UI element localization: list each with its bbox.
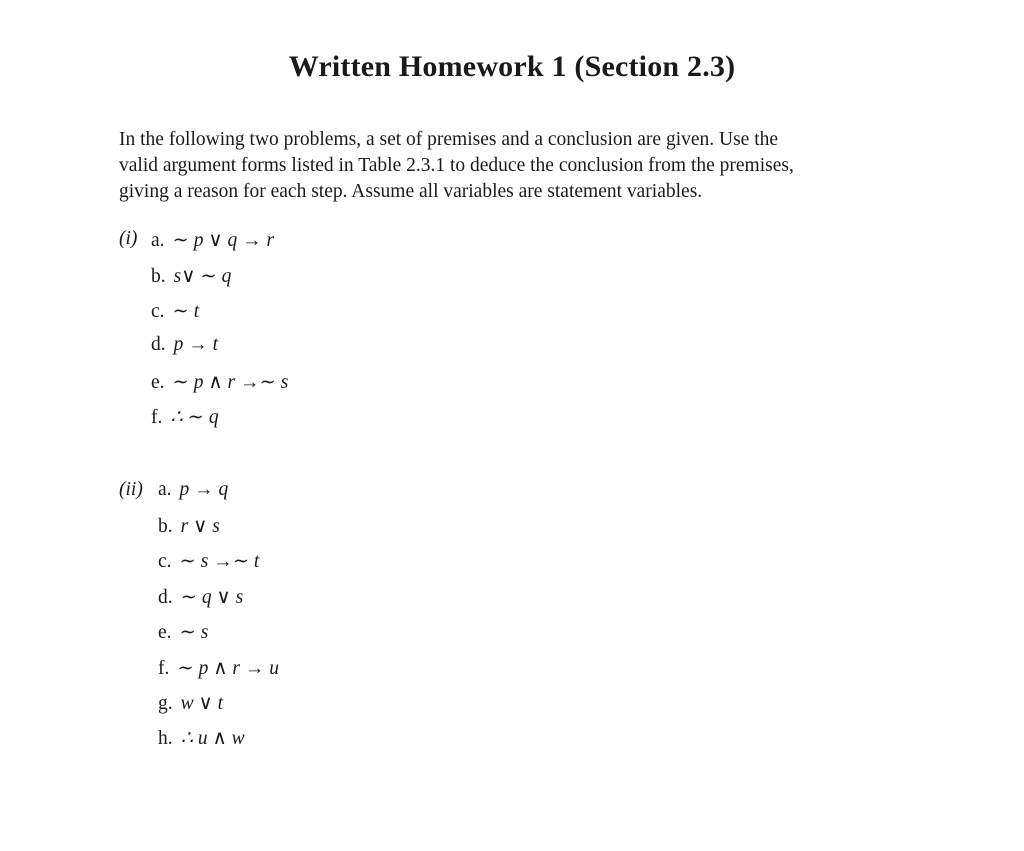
item-letter: f. (151, 407, 163, 428)
item-expression: ∼ s →∼ t (179, 551, 260, 572)
item-expression: ∼ p ∧ r → u (177, 658, 279, 679)
item-letter: a. (158, 479, 172, 500)
premise-item (158, 656, 279, 680)
intro-line: giving a reason for each step. Assume all variables are statement variables. (119, 181, 703, 202)
problem-label (119, 479, 143, 501)
item-letter: h. (158, 728, 173, 749)
item-expression: ∴ ∼ q (170, 407, 219, 428)
item-expression: ∼ t (172, 301, 200, 322)
item-letter: b. (158, 516, 173, 537)
premise-item (158, 514, 220, 538)
page-title: Written Homework 1 (Section 2.3) (288, 50, 736, 83)
item-letter: a. (151, 230, 165, 251)
conclusion-item (158, 726, 245, 750)
item-expression: r ∨ s (180, 516, 220, 537)
intro-line: In the following two problems, a set of premises and a conclusion are given. Use the (119, 129, 779, 150)
intro-paragraph (119, 127, 919, 205)
problem-label (119, 228, 137, 250)
item-letter: c. (151, 301, 165, 322)
item-letter: e. (158, 622, 172, 643)
item-expression: ∼ p ∧ r →∼ s (172, 372, 289, 393)
item-expression: ∴ u ∧ w (180, 728, 245, 749)
problem-number: (i) (119, 228, 138, 249)
item-letter: f. (158, 658, 170, 679)
item-expression: ∼ p ∨ q → r (172, 230, 275, 251)
item-letter: c. (158, 551, 172, 572)
item-expression: ∼ s (179, 622, 209, 643)
intro-line: valid argument forms listed in Table 2.3.1 to deduce the conclusion from the premises, (119, 155, 794, 176)
premise-item (151, 228, 274, 252)
premise-item (151, 264, 231, 288)
item-expression: p → q (179, 479, 229, 500)
item-expression: ∼ q ∨ s (180, 587, 244, 608)
item-letter: d. (158, 587, 173, 608)
premise-item (158, 620, 208, 644)
premise-item (151, 370, 288, 394)
item-letter: b. (151, 266, 166, 287)
premise-item (158, 585, 243, 609)
premise-item (158, 549, 259, 573)
item-letter: d. (151, 334, 166, 355)
item-expression: p → t (173, 334, 219, 355)
item-letter: g. (158, 693, 173, 714)
premise-item (151, 334, 218, 356)
item-letter: e. (151, 372, 165, 393)
premise-item (158, 691, 223, 715)
premise-item (158, 479, 228, 501)
premise-item (151, 299, 199, 323)
problem-number: (ii) (119, 479, 143, 500)
conclusion-item (151, 405, 219, 429)
item-expression: s∨ ∼ q (173, 266, 232, 287)
item-expression: w ∨ t (180, 693, 224, 714)
